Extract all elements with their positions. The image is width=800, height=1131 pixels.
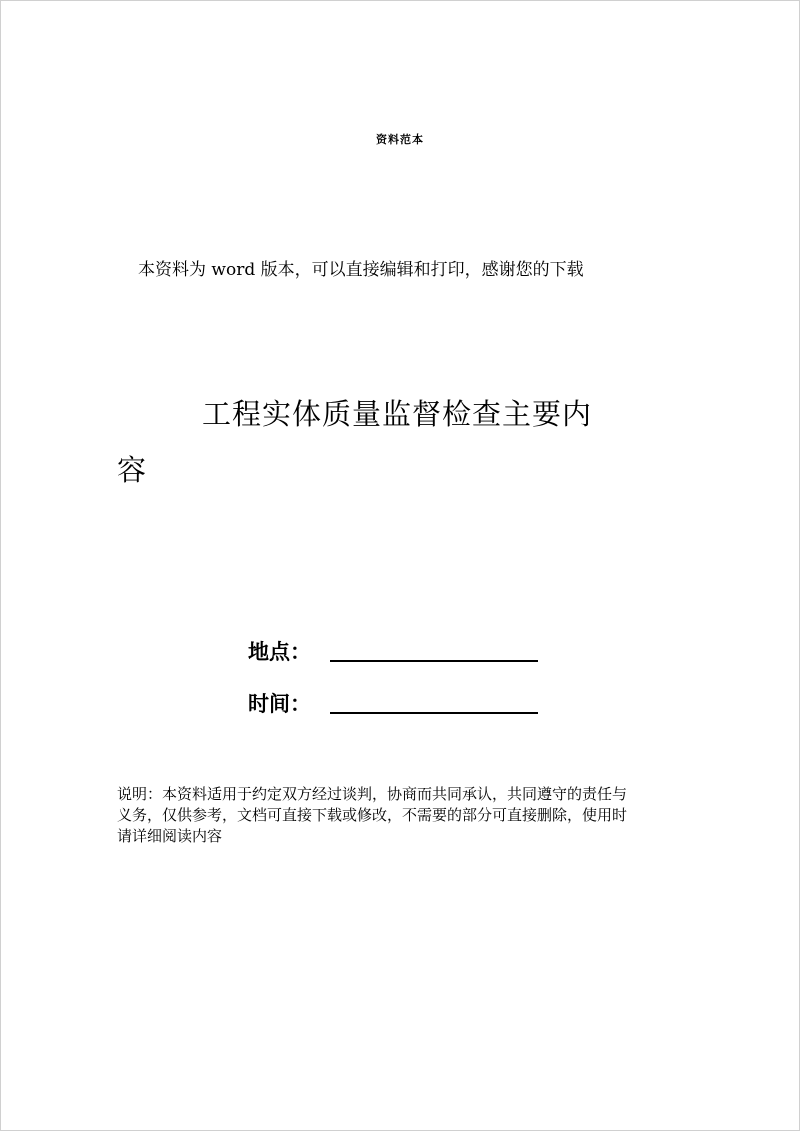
usage-note-line: 义务，仅供参考，文档可直接下载或修改，不需要的部分可直接删除，使用时 [117,806,628,824]
location-field [248,630,538,666]
usage-note-line: 请详细阅读内容 [117,827,223,845]
usage-note [117,784,677,847]
time-label: 时间： [248,691,311,716]
document-title-line-1: 工程实体质量监督检查主要内 [202,397,593,431]
location-blank-line [330,638,538,662]
time-field [248,682,538,718]
usage-note-line: 说明：本资料适用于约定双方经过谈判，协商而共同承认，共同遵守的责任与 [117,785,628,803]
document-title-line-2: 容 [117,453,147,487]
location-label: 地点： [248,639,311,664]
intro-text: 本资料为 word 版本，可以直接编辑和打印，感谢您的下载 [138,260,584,280]
header-label: 资料范本 [376,133,424,146]
time-blank-line [330,690,538,714]
